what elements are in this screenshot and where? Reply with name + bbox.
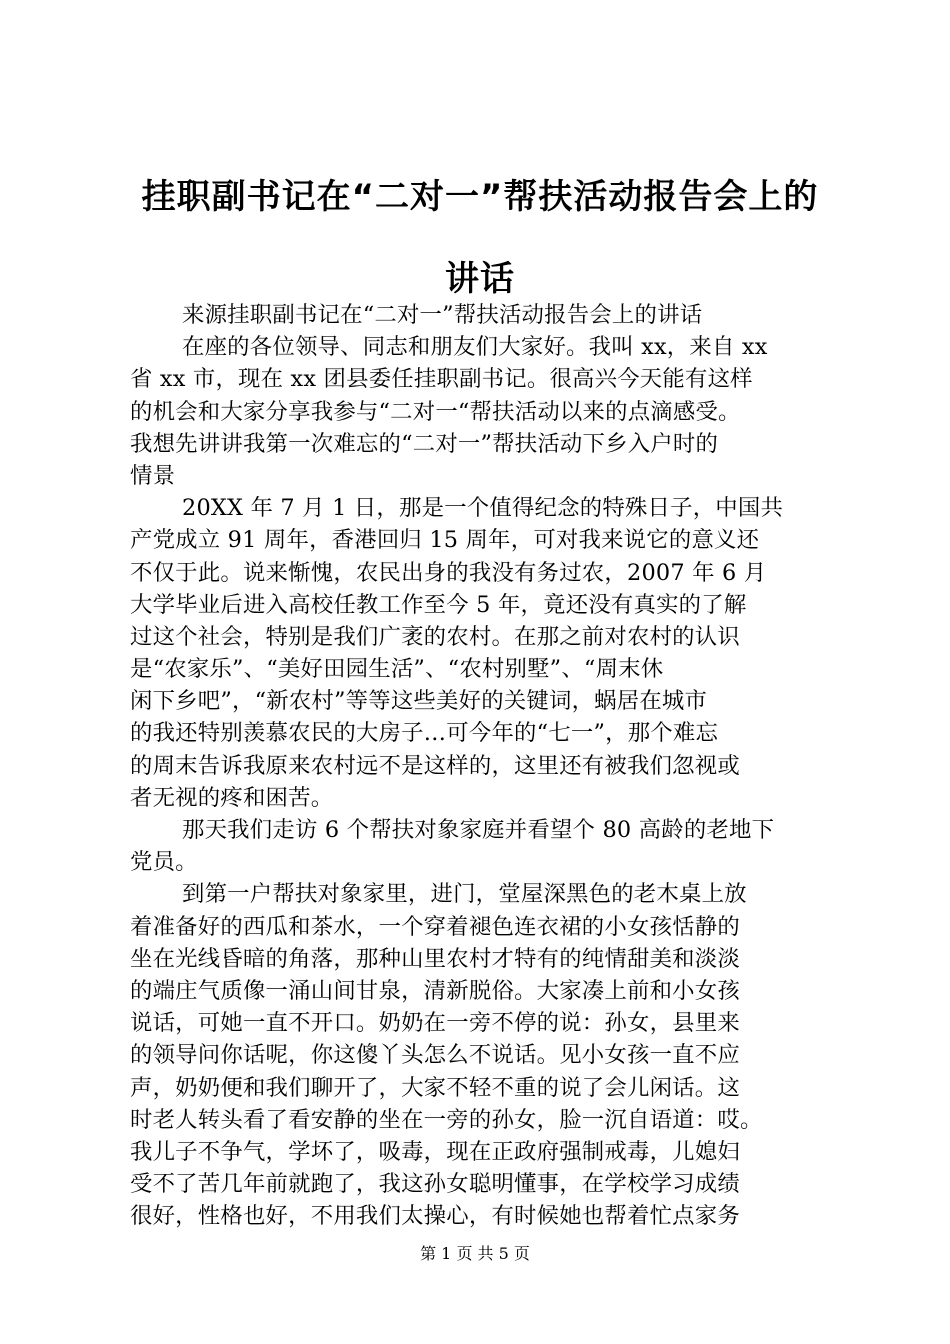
document-title	[120, 156, 840, 320]
body-line: 情景	[130, 462, 176, 489]
body-line: 时老人转头看了看安静的坐在一旁的孙女，脸一沉自语道：哎。	[130, 1106, 763, 1133]
body-line: 很好，性格也好，不用我们太操心，有时候她也帮着忙点家务	[130, 1203, 740, 1230]
document-body	[130, 299, 830, 1232]
body-line: 说话，可她一直不开口。奶奶在一旁不停的说：孙女，县里来	[130, 1010, 740, 1037]
body-line: 大学毕业后进入高校任教工作至今 5 年，竟还没有真实的了解	[130, 591, 747, 618]
body-line: 的领导问你话呢，你这傻丫头怎么不说话。见小女孩一直不应	[130, 1042, 740, 1069]
page-footer: 第 1 页 共 5 页	[420, 1244, 530, 1263]
body-line: 省 xx 市，现在 xx 团县委任挂职副书记。很高兴今天能有这样	[130, 366, 753, 393]
body-line: 的我还特别羡慕农民的大房子…可今年的“七一”，那个难忘	[130, 720, 719, 747]
body-line: 受不了苦几年前就跑了，我这孙女聪明懂事，在学校学习成绩	[130, 1171, 740, 1198]
title-line-2: 讲话	[445, 259, 515, 299]
body-line: 着准备好的西瓜和茶水，一个穿着褪色连衣裙的小女孩恬静的	[130, 913, 740, 940]
title-line-1: 挂职副书记在“二对一”帮扶活动报告会上的	[141, 177, 819, 217]
body-line: 过这个社会，特别是我们广袤的农村。在那之前对农村的认识	[130, 623, 740, 650]
body-line: 在座的各位领导、同志和朋友们大家好。我叫 xx，来自 xx	[182, 334, 768, 361]
body-line: 是“农家乐”、“美好田园生活”、“农村别墅”、“周末休	[130, 656, 664, 683]
body-line: 产党成立 91 周年，香港回归 15 周年，可对我来说它的意义还	[130, 527, 760, 554]
body-line: 的端庄气质像一涌山间甘泉，清新脱俗。大家凑上前和小女孩	[130, 977, 740, 1004]
body-line: 那天我们走访 6 个帮扶对象家庭并看望个 80 高龄的老地下	[182, 817, 775, 843]
body-line: 闲下乡吧”，“新农村”等等这些美好的关键词，蜗居在城市	[130, 688, 708, 715]
body-line: 党员。	[130, 849, 198, 876]
body-line: 声，奶奶便和我们聊开了，大家不轻不重的说了会儿闲话。这	[130, 1074, 740, 1101]
body-line: 者无视的疼和困苦。	[130, 784, 334, 811]
body-line: 我儿子不争气，学坏了，吸毒，现在正政府强制戒毒，儿媳妇	[130, 1138, 740, 1165]
body-line: 来源挂职副书记在“二对一”帮扶活动报告会上的讲话	[182, 302, 703, 328]
body-line: 我想先讲讲我第一次难忘的“二对一”帮扶活动下乡入户时的	[130, 430, 719, 457]
body-line: 不仅于此。说来惭愧，农民出身的我没有务过农，2007 年 6 月	[130, 559, 767, 586]
body-line: 坐在光线昏暗的角落，那种山里农村才特有的纯情甜美和淡淡	[130, 945, 740, 972]
body-line: 20XX 年 7 月 1 日，那是一个值得纪念的特殊日子，中国共	[182, 495, 784, 522]
body-line: 的机会和大家分享我参与“二对一“帮扶活动以来的点滴感受。	[130, 398, 741, 425]
body-line: 的周末告诉我原来农村远不是这样的，这里还有被我们忽视或	[130, 752, 740, 779]
body-line: 到第一户帮扶对象家里，进门，堂屋深黑色的老木桌上放	[182, 881, 747, 908]
